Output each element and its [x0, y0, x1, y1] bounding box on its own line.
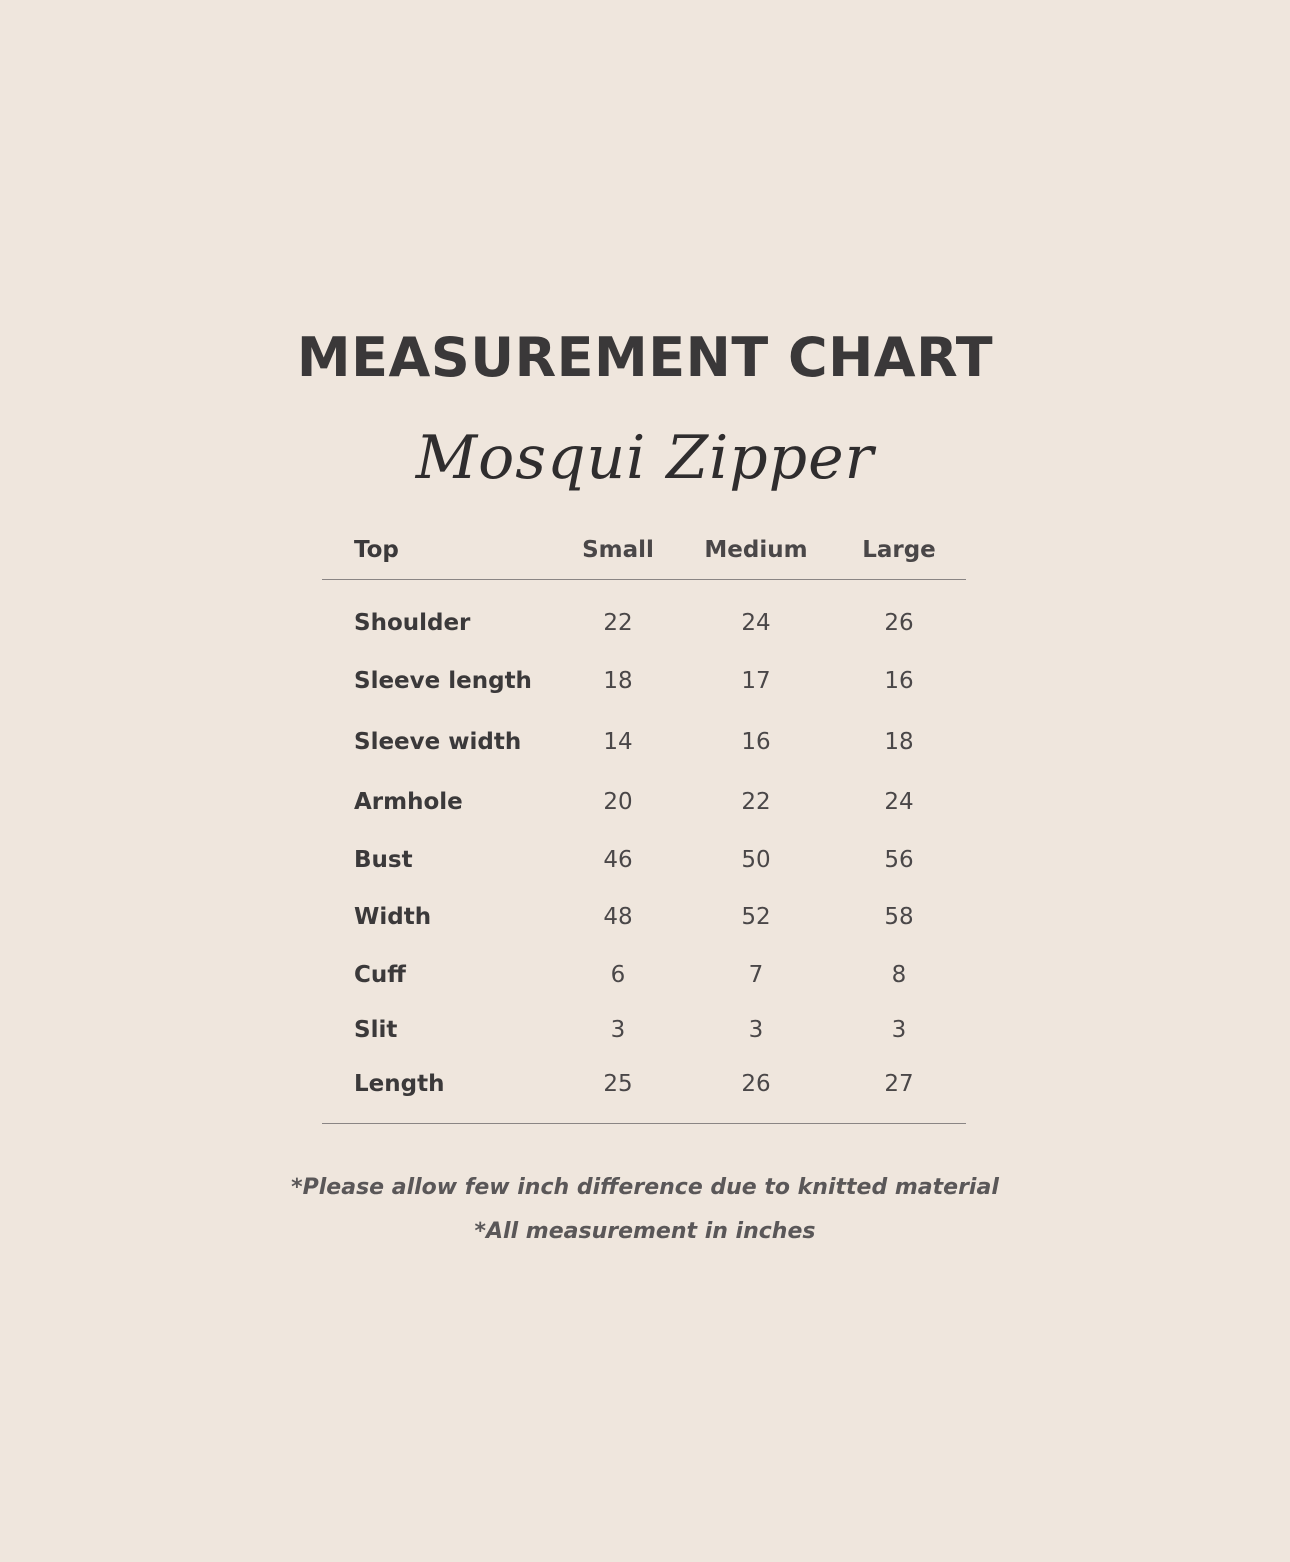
header-large: Large [862, 537, 936, 563]
value-medium: 3 [748, 1017, 764, 1043]
value-medium: 16 [741, 729, 771, 755]
note-knitted-material: *Please allow few inch difference due to knitted material [291, 1175, 999, 1200]
value-large: 58 [884, 904, 914, 930]
value-medium: 7 [748, 962, 764, 988]
value-small: 46 [603, 847, 633, 873]
value-large: 56 [884, 847, 914, 873]
value-large: 3 [891, 1017, 907, 1043]
value-medium: 24 [741, 610, 771, 636]
table-row [354, 782, 954, 822]
value-medium: 26 [741, 1071, 771, 1097]
row-label: Shoulder [354, 610, 471, 636]
value-medium: 52 [741, 904, 771, 930]
table-top-divider [322, 579, 966, 580]
value-small: 48 [603, 904, 633, 930]
value-large: 27 [884, 1071, 914, 1097]
row-label: Width [354, 904, 432, 930]
page-title: MEASUREMENT CHART [296, 326, 994, 389]
row-label: Length [354, 1071, 445, 1097]
row-label: Sleeve length [354, 668, 532, 694]
header-small: Small [582, 537, 654, 563]
value-large: 16 [884, 668, 914, 694]
value-small: 14 [603, 729, 633, 755]
value-small: 22 [603, 610, 633, 636]
value-medium: 50 [741, 847, 771, 873]
row-label: Cuff [354, 962, 406, 988]
value-medium: 17 [741, 668, 771, 694]
table-row [354, 1064, 954, 1104]
product-name-signature: Mosqui Zipper [415, 423, 875, 493]
value-medium: 22 [741, 789, 771, 815]
table-row [354, 722, 954, 762]
value-small: 18 [603, 668, 633, 694]
table-row [354, 603, 954, 643]
note-units: *All measurement in inches [474, 1219, 816, 1244]
table-bottom-divider [322, 1123, 966, 1124]
row-label: Sleeve width [354, 729, 522, 755]
value-small: 6 [610, 962, 626, 988]
value-large: 26 [884, 610, 914, 636]
value-large: 18 [884, 729, 914, 755]
header-medium: Medium [704, 537, 808, 563]
table-header [354, 530, 954, 570]
row-label: Slit [354, 1017, 398, 1043]
table-row [354, 840, 954, 880]
value-small: 20 [603, 789, 633, 815]
table-row [354, 1010, 954, 1050]
table-row [354, 897, 954, 937]
value-small: 3 [610, 1017, 626, 1043]
row-label: Armhole [354, 789, 463, 815]
value-large: 8 [891, 962, 907, 988]
value-small: 25 [603, 1071, 633, 1097]
value-large: 24 [884, 789, 914, 815]
table-row [354, 955, 954, 995]
row-label: Bust [354, 847, 413, 873]
header-label: Top [354, 537, 399, 563]
table-row [354, 661, 954, 701]
